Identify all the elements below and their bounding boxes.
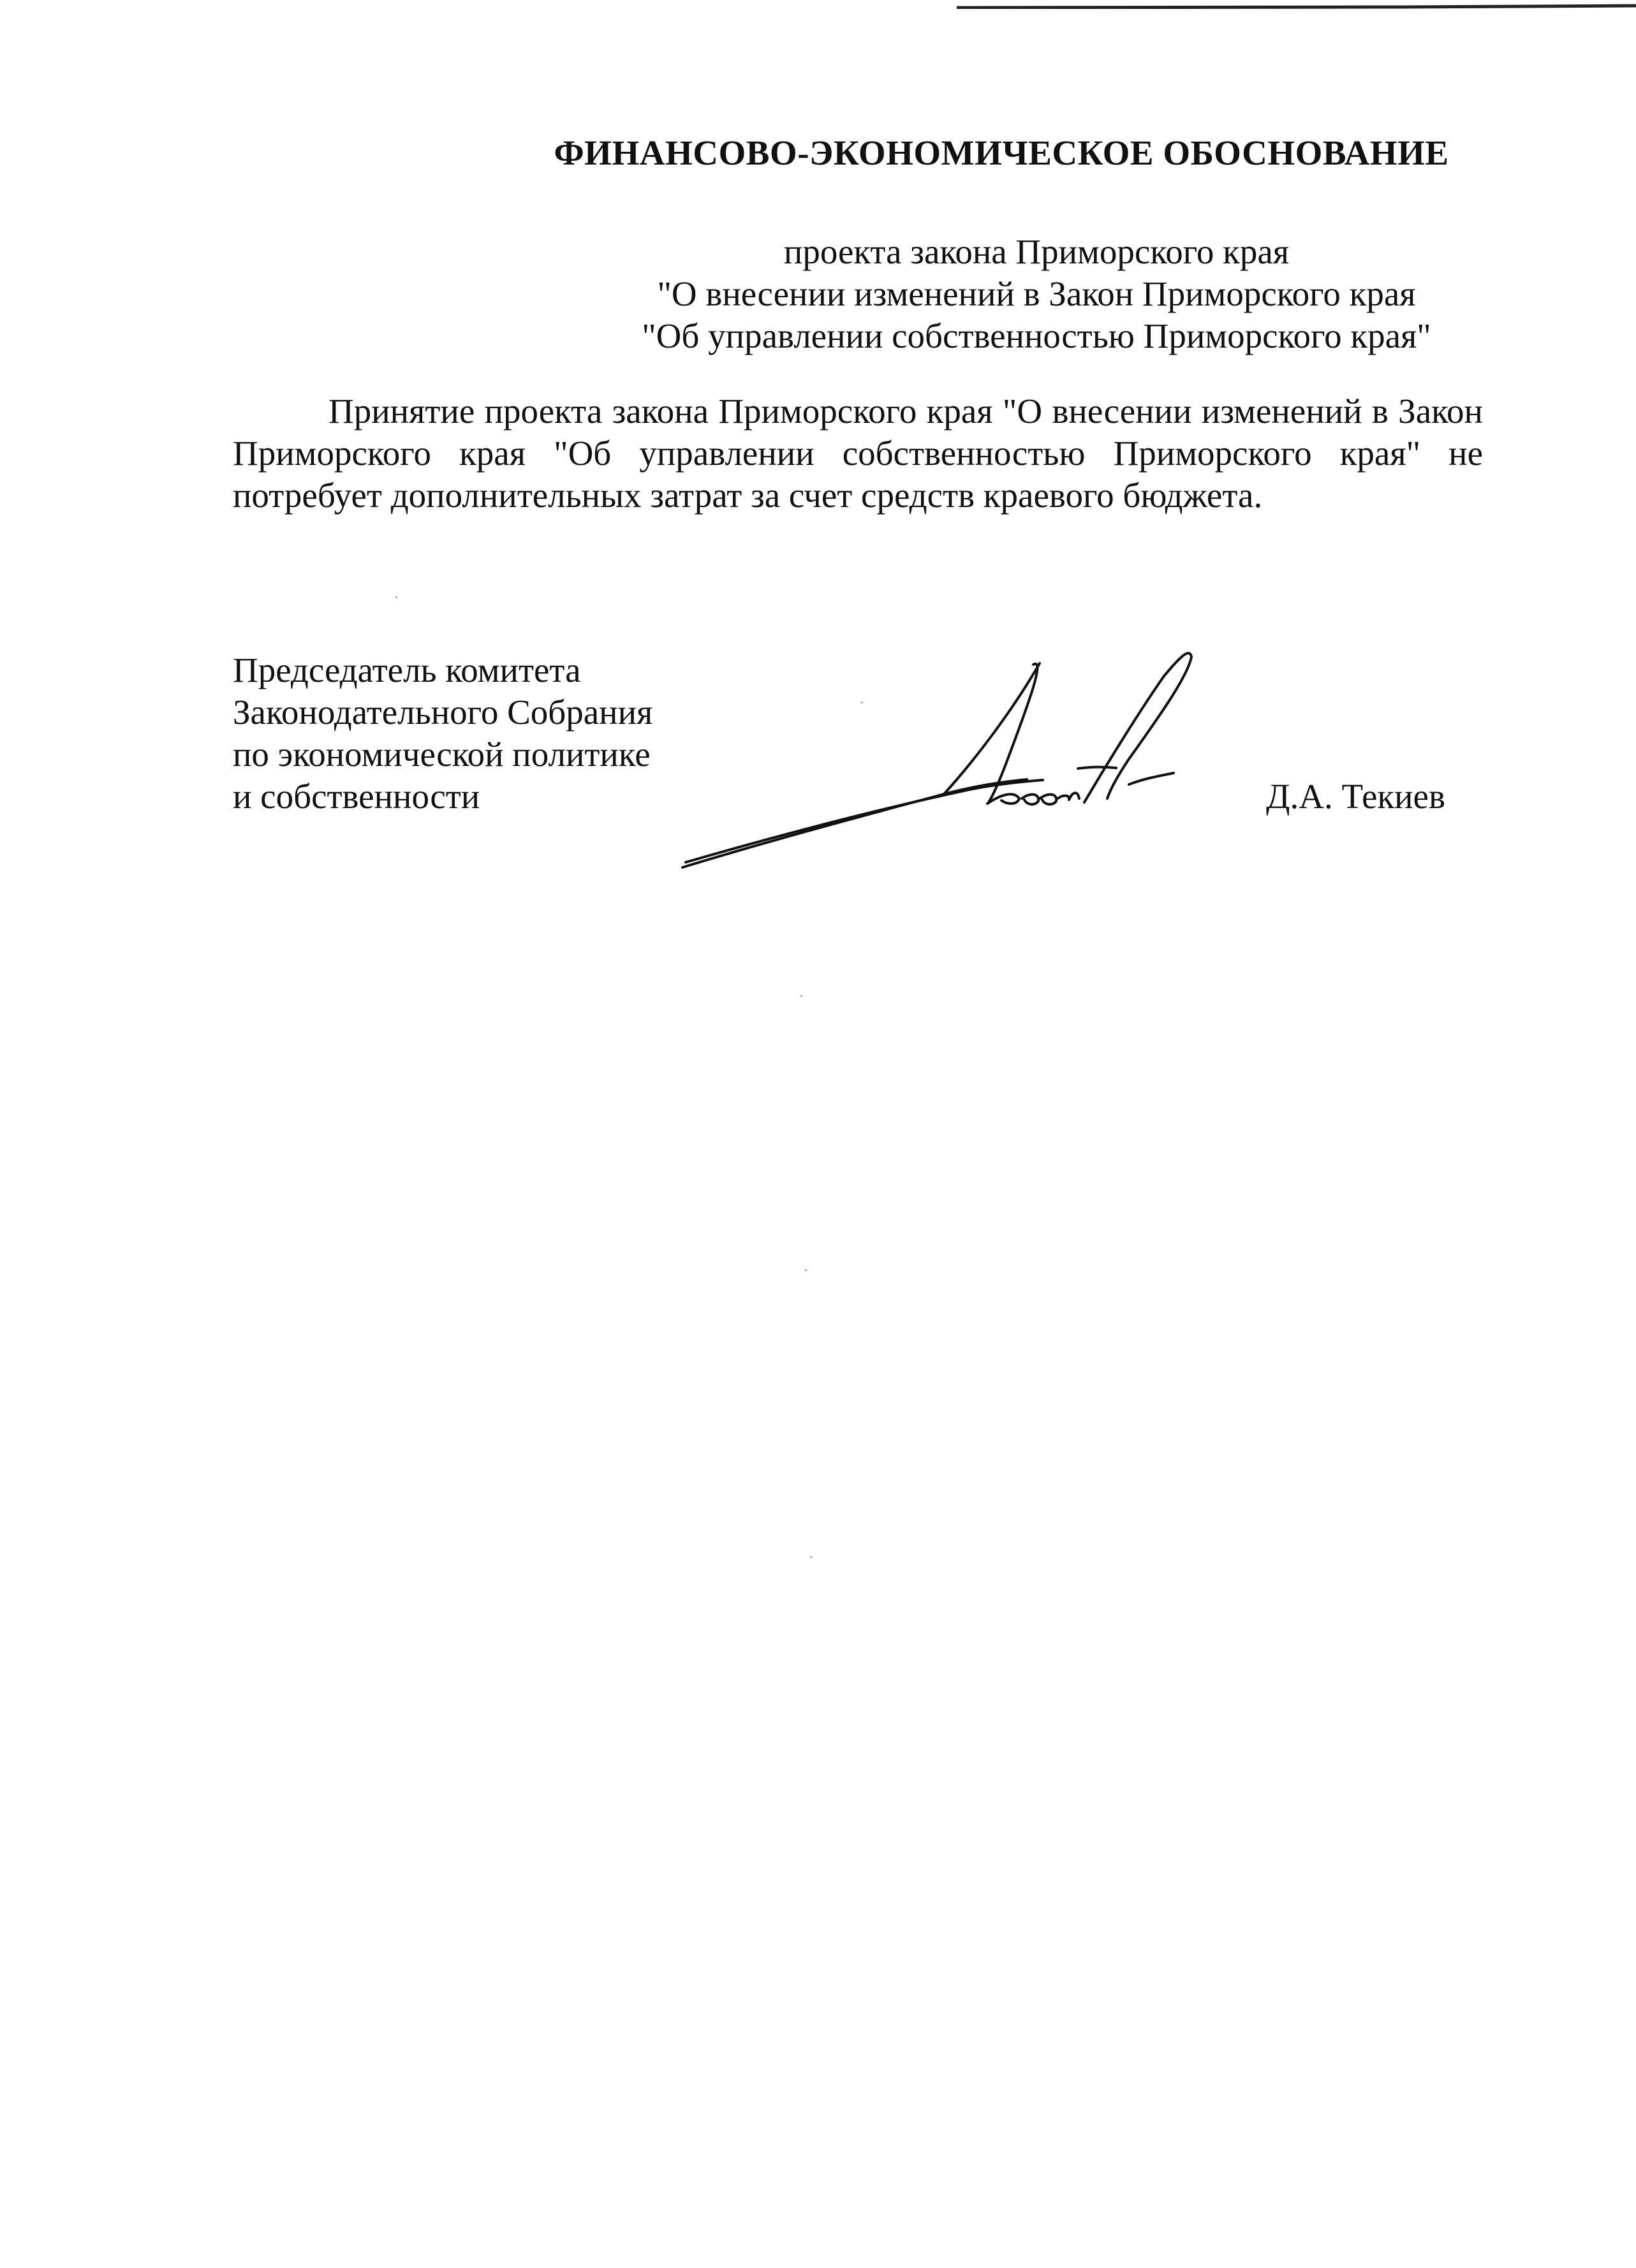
position-line-2: Законодательного Собрания <box>233 693 653 732</box>
signer-name: Д.А. Текиев <box>1266 777 1445 816</box>
scan-speck <box>861 702 863 703</box>
scan-speck <box>805 1269 807 1271</box>
subtitle-line-3: "Об управлении собственностью Приморского края" <box>642 316 1431 355</box>
document-subtitle <box>0 231 1636 357</box>
scan-speck <box>810 1556 812 1558</box>
subtitle-line-2: "О внесении изменений в Закон Приморского края <box>657 274 1416 313</box>
scan-speck <box>800 995 802 997</box>
position-line-3: по экономической политике <box>233 735 651 774</box>
position-line-4: и собственности <box>233 777 480 816</box>
handwritten-signature <box>670 631 1244 874</box>
body-paragraph: Принятие проекта закона Приморского края "О внесении изменений в Закон Приморского края "Об управлении собственностью Приморского края" не потребует дополнительных затрат за счет средств краевого бюджета. <box>233 392 1483 515</box>
scan-edge-line <box>957 3 1636 9</box>
scan-speck <box>395 596 397 598</box>
document-title: ФИНАНСОВО-ЭКОНОМИЧЕСКОЕ ОБОСНОВАНИЕ <box>554 133 1449 172</box>
subtitle-line-1: проекта закона Приморского края <box>783 232 1290 271</box>
position-line-1: Председатель комитета <box>233 651 581 689</box>
